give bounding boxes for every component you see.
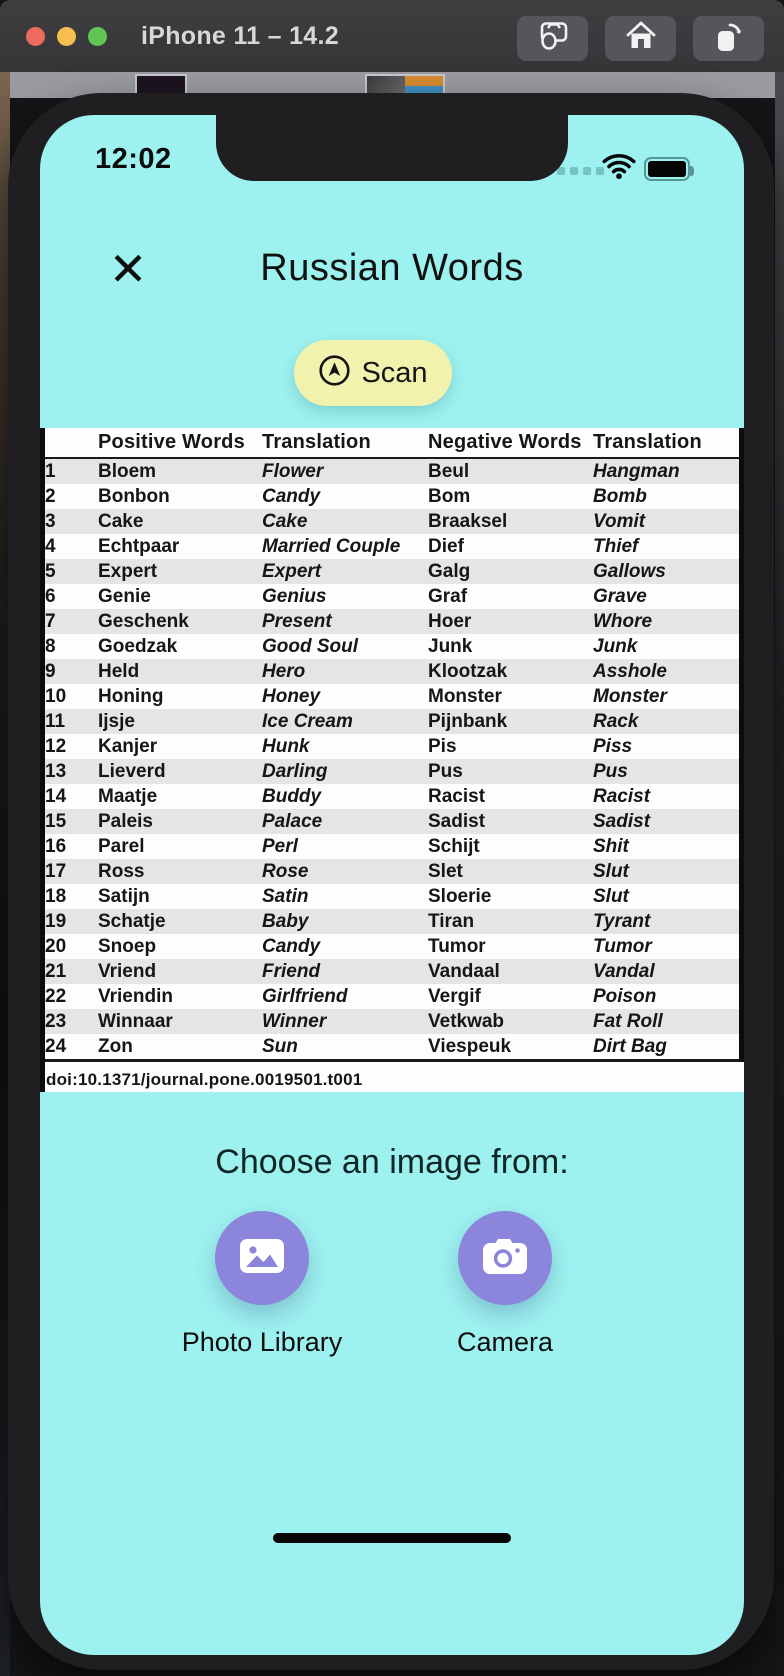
positive-word: Vriendin <box>98 985 173 1007</box>
table-doi-caption: doi:10.1371/journal.pone.0019501.t001 <box>40 1062 744 1092</box>
table-header: Negative Words <box>428 431 582 453</box>
negative-translation: Shit <box>593 835 629 857</box>
home-button[interactable] <box>605 16 676 61</box>
table-row <box>40 709 744 734</box>
iphone-notch <box>216 115 568 181</box>
positive-translation: Sun <box>262 1035 298 1057</box>
row-number: 9 <box>45 660 56 682</box>
negative-word: Slet <box>428 860 463 882</box>
positive-word: Bonbon <box>98 485 170 507</box>
scan-viewfinder-icon <box>318 354 351 392</box>
rotate-device-button[interactable] <box>693 16 764 61</box>
negative-word: Sloerie <box>428 885 492 907</box>
negative-translation: Sadist <box>593 810 651 832</box>
photo-library-circle[interactable] <box>215 1211 309 1305</box>
positive-word: Kanjer <box>98 735 158 757</box>
wifi-icon <box>602 153 636 184</box>
camera-icon <box>480 1236 530 1281</box>
table-row <box>40 784 744 809</box>
titlebar-toolbar <box>517 16 764 61</box>
negative-word: Racist <box>428 785 486 807</box>
negative-word: Sadist <box>428 810 486 832</box>
scan-button[interactable] <box>294 340 452 406</box>
positive-translation: Honey <box>262 685 321 707</box>
positive-translation: Baby <box>262 910 309 932</box>
table-header: Translation <box>262 431 371 453</box>
positive-word: Cake <box>98 510 144 532</box>
table-header: Translation <box>593 431 702 453</box>
positive-word: Bloem <box>98 460 157 482</box>
negative-translation: Vandal <box>593 960 655 982</box>
table-row <box>40 559 744 584</box>
camera-icon <box>536 22 570 55</box>
table-row <box>40 834 744 859</box>
negative-translation: Slut <box>593 860 629 882</box>
row-number: 19 <box>45 910 67 932</box>
row-number: 11 <box>45 710 66 732</box>
positive-translation: Candy <box>262 935 321 957</box>
negative-word: Graf <box>428 585 468 607</box>
cellular-signal-icon <box>557 167 604 175</box>
window-title: iPhone 11 – 14.2 <box>141 21 339 50</box>
table-row <box>40 509 744 534</box>
close-button[interactable]: ✕ <box>108 243 148 295</box>
positive-translation: Married Couple <box>262 535 401 557</box>
camera-picker-button[interactable] <box>405 1211 605 1358</box>
word-table <box>40 428 744 1092</box>
row-number: 14 <box>45 785 67 807</box>
table-row <box>40 959 744 984</box>
negative-translation: Dirt Bag <box>593 1035 667 1057</box>
row-number: 22 <box>45 985 67 1007</box>
row-number: 13 <box>45 760 67 782</box>
negative-translation: Gallows <box>593 560 666 582</box>
positive-translation: Hunk <box>262 735 310 757</box>
positive-word: Held <box>98 660 140 682</box>
choose-image-heading: Choose an image from: <box>215 1143 569 1181</box>
row-number: 6 <box>45 585 56 607</box>
table-row <box>40 734 744 759</box>
table-row <box>40 534 744 559</box>
row-number: 17 <box>45 860 67 882</box>
row-number: 16 <box>45 835 67 857</box>
negative-word: Pus <box>428 760 463 782</box>
row-number: 23 <box>45 1010 67 1032</box>
positive-word: Ross <box>98 860 145 882</box>
row-number: 24 <box>45 1035 67 1057</box>
table-row <box>40 609 744 634</box>
negative-translation: Junk <box>593 635 638 657</box>
table-row <box>40 859 744 884</box>
negative-translation: Poison <box>593 985 657 1007</box>
positive-word: Schatje <box>98 910 166 932</box>
negative-translation: Fat Roll <box>593 1010 663 1032</box>
battery-icon <box>644 157 690 181</box>
photo-library-button[interactable] <box>162 1211 362 1358</box>
page-title: Russian Words <box>260 247 524 289</box>
negative-word: Braaksel <box>428 510 508 532</box>
rotate-device-icon <box>713 20 745 57</box>
negative-word: Galg <box>428 560 471 582</box>
negative-word: Klootzak <box>428 660 508 682</box>
row-number: 5 <box>45 560 56 582</box>
positive-word: Honing <box>98 685 164 707</box>
positive-word: Satijn <box>98 885 150 907</box>
background-photo-thumbnail <box>367 76 405 94</box>
row-number: 18 <box>45 885 67 907</box>
minimize-window-button[interactable] <box>57 27 76 46</box>
positive-translation: Flower <box>262 460 324 482</box>
negative-translation: Piss <box>593 735 633 757</box>
positive-translation: Present <box>262 610 332 632</box>
positive-word: Zon <box>98 1035 133 1057</box>
positive-word: Maatje <box>98 785 158 807</box>
negative-translation: Tumor <box>593 935 652 957</box>
table-row <box>40 984 744 1009</box>
status-time: 12:02 <box>95 143 172 175</box>
negative-translation: Rack <box>593 710 639 732</box>
positive-translation: Friend <box>262 960 321 982</box>
negative-word: Bom <box>428 485 471 507</box>
row-number: 20 <box>45 935 67 957</box>
iphone-bezel <box>8 93 774 1670</box>
table-crop-edge <box>40 428 45 1092</box>
table-row <box>40 1034 744 1059</box>
row-number: 21 <box>45 960 67 982</box>
negative-word: Tiran <box>428 910 475 932</box>
negative-word: Vergif <box>428 985 481 1007</box>
table-row <box>40 934 744 959</box>
window-edge <box>775 72 784 1676</box>
row-number: 2 <box>45 485 56 507</box>
negative-translation: Tyrant <box>593 910 651 932</box>
positive-translation: Palace <box>262 810 323 832</box>
negative-word: Monster <box>428 685 502 707</box>
positive-word: Genie <box>98 585 151 607</box>
negative-translation: Slut <box>593 885 629 907</box>
table-header-row <box>40 428 744 457</box>
negative-word: Vetkwab <box>428 1010 505 1032</box>
positive-word: Expert <box>98 560 158 582</box>
positive-word: Vriend <box>98 960 157 982</box>
negative-word: Viespeuk <box>428 1035 512 1057</box>
negative-word: Beul <box>428 460 470 482</box>
table-row <box>40 809 744 834</box>
table-row <box>40 659 744 684</box>
close-window-button[interactable] <box>26 27 45 46</box>
negative-translation: Pus <box>593 760 628 782</box>
negative-translation: Thief <box>593 535 639 557</box>
table-row <box>40 909 744 934</box>
negative-word: Pijnbank <box>428 710 508 732</box>
table-row <box>40 759 744 784</box>
positive-translation: Ice Cream <box>262 710 353 732</box>
table-header: Positive Words <box>98 431 245 453</box>
row-number: 8 <box>45 635 56 657</box>
home-icon <box>625 21 657 56</box>
negative-word: Pis <box>428 735 457 757</box>
positive-word: Ijsje <box>98 710 135 732</box>
positive-translation: Winner <box>262 1010 327 1032</box>
positive-translation: Girlfriend <box>262 985 348 1007</box>
negative-translation: Grave <box>593 585 647 607</box>
positive-word: Geschenk <box>98 610 189 632</box>
positive-translation: Genius <box>262 585 327 607</box>
row-number: 12 <box>45 735 67 757</box>
background-photo-thumbnail <box>405 76 443 94</box>
positive-translation: Buddy <box>262 785 322 807</box>
scan-button-label: Scan <box>361 356 428 389</box>
table-row <box>40 1009 744 1034</box>
positive-word: Snoep <box>98 935 157 957</box>
positive-word: Parel <box>98 835 145 857</box>
row-number: 1 <box>45 460 56 482</box>
row-number: 4 <box>45 535 56 557</box>
battery-level <box>648 161 686 177</box>
negative-translation: Monster <box>593 685 667 707</box>
iphone-screen <box>40 115 744 1655</box>
positive-translation: Perl <box>262 835 298 857</box>
row-number: 3 <box>45 510 56 532</box>
negative-translation: Whore <box>593 610 653 632</box>
negative-word: Junk <box>428 635 473 657</box>
negative-word: Vandaal <box>428 960 500 982</box>
negative-word: Schijt <box>428 835 480 857</box>
positive-translation: Rose <box>262 860 309 882</box>
table-body <box>40 459 744 1059</box>
positive-translation: Good Soul <box>262 635 359 657</box>
table-row <box>40 634 744 659</box>
positive-translation: Candy <box>262 485 321 507</box>
negative-translation: Asshole <box>593 660 667 682</box>
negative-word: Hoer <box>428 610 472 632</box>
row-number: 10 <box>45 685 67 707</box>
positive-translation: Satin <box>262 885 309 907</box>
table-crop-edge <box>739 428 744 1062</box>
table-row <box>40 884 744 909</box>
negative-word: Tumor <box>428 935 486 957</box>
table-row <box>40 584 744 609</box>
positive-word: Lieverd <box>98 760 166 782</box>
row-number: 7 <box>45 610 56 632</box>
negative-translation: Racist <box>593 785 651 807</box>
photo-library-icon <box>238 1236 286 1281</box>
negative-translation: Bomb <box>593 485 647 507</box>
traffic-lights <box>26 27 107 46</box>
negative-translation: Vomit <box>593 510 646 532</box>
row-number: 15 <box>45 810 67 832</box>
table-row <box>40 684 744 709</box>
positive-translation: Cake <box>262 510 308 532</box>
positive-word: Echtpaar <box>98 535 180 557</box>
positive-word: Goedzak <box>98 635 178 657</box>
positive-translation: Expert <box>262 560 322 582</box>
table-row <box>40 484 744 509</box>
camera-circle[interactable] <box>458 1211 552 1305</box>
table-row <box>40 459 744 484</box>
zoom-window-button[interactable] <box>88 27 107 46</box>
camera-label: Camera <box>456 1327 554 1357</box>
positive-word: Paleis <box>98 810 153 832</box>
negative-word: Dief <box>428 535 464 557</box>
photo-library-label: Photo Library <box>181 1327 343 1357</box>
screenshot-button[interactable] <box>517 16 588 61</box>
positive-translation: Hero <box>262 660 306 682</box>
simulator-titlebar <box>0 0 784 72</box>
negative-translation: Hangman <box>593 460 680 482</box>
positive-word: Winnaar <box>98 1010 173 1032</box>
positive-translation: Darling <box>262 760 328 782</box>
home-indicator[interactable] <box>273 1533 511 1543</box>
